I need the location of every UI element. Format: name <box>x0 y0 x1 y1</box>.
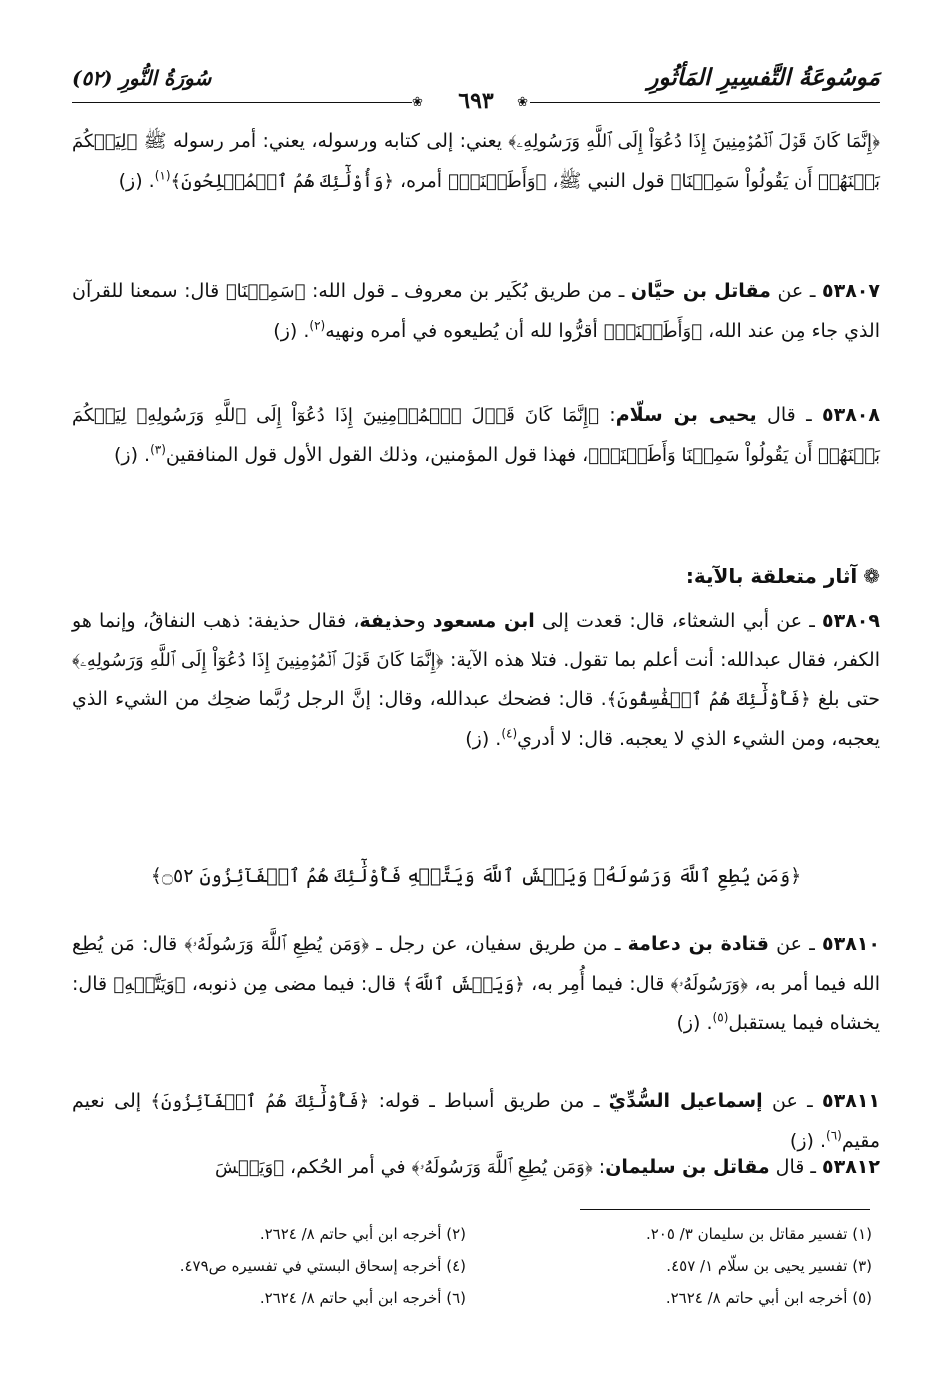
section-heading-text: آثار متعلقة بالآية: <box>685 564 858 588</box>
text: حتى بلغ <box>810 688 880 710</box>
narration-number: ٥٣٨١١ <box>822 1090 881 1112</box>
flower-icon: ❁ <box>863 564 880 588</box>
footnote-ref[interactable]: (١) <box>154 168 171 183</box>
footnote-item: (٤) أخرجه إسحاق البستي في تفسيره ص٤٧٩. <box>179 1257 466 1275</box>
text: ـ عن أبي الشعثاء، قال: قعدت إلى <box>534 610 823 632</box>
text: ـ من طريق بُكَير بن معروف ـ قول الله: <box>305 280 631 302</box>
narrator-name: يحيى بن سلّام <box>615 404 757 426</box>
header-rule-left <box>72 102 412 103</box>
text: . قال: فضحك عبدالله، وقال: إنَّ الرجل رُبَّما ضحِك من الشيء الذي يعجبه، ومن الشيء الذي لا يعجبه. قال: لا أدري <box>72 688 880 750</box>
footnotes <box>100 1218 872 1314</box>
quran-quote: ﴿إِنَّمَا كَانَ قَوۡلَ ٱلۡمُؤۡمِنِينَ إِذَا دُعُوٓاْ إِلَى ٱللَّهِ وَرَسُولِهِۦ﴾ <box>508 131 881 152</box>
text: . (ز) <box>273 319 310 342</box>
text: قال: سمعنا للقرآن الذي جاء مِن عند الله، <box>72 280 880 342</box>
surah-title: سُورَةُ النُّورِ (٥٢) <box>72 66 212 90</box>
paragraph-intro <box>72 122 880 201</box>
narration-53807 <box>72 272 880 351</box>
quran-quote: ﴿وَيَتَّقۡهِ﴾ <box>113 973 186 995</box>
footnote-ref[interactable]: (٦) <box>826 1128 842 1143</box>
text: : <box>592 1156 606 1178</box>
narrator-name: مقاتل بن سليمان <box>605 1156 770 1178</box>
quran-quote: ﴿لِيَحۡكُمَ بَيۡنَهُمۡ أَن يَقُولُواْ سَمِعۡنَا﴾ <box>72 131 880 192</box>
footnote-ref[interactable]: (٤) <box>501 726 518 741</box>
footnote-item: (١) تفسير مقاتل بن سليمان ٣/ ٢٠٥. <box>645 1225 872 1243</box>
quran-quote: ﴿سَمِعۡنَا﴾ <box>225 281 306 302</box>
quran-quote: ﴿إِنَّمَا كَانَ قَوۡلَ ٱلۡمُؤۡمِنِينَ إِذَا دُعُوٓاْ إِلَى ٱللَّهِ وَرَسُولِهِۦ﴾ <box>72 649 444 671</box>
quran-quote: ﴿وَمَن يُطِعِ ٱللَّهَ وَرَسُولَهُۥ﴾ <box>411 1157 593 1178</box>
narrator-name: حذيفة <box>359 610 417 632</box>
footnote-item: (٣) تفسير يحيى بن سلّام ١/ ٤٥٧. <box>666 1257 872 1275</box>
ornament-icon: ❀ <box>412 95 423 110</box>
narration-53810 <box>72 925 880 1043</box>
text: : <box>598 404 616 426</box>
narration-53809 <box>72 602 880 758</box>
narration-53808 <box>72 396 880 475</box>
text: قال: يخشاه فيما يستقبل <box>72 972 880 1034</box>
text: ـ قال <box>756 404 823 426</box>
narration-number: ٥٣٨٠٩ <box>822 610 880 632</box>
quran-quote: ﴿فَأُوْلَٰٓئِكَ هُمُ ٱلۡفَٰسِقُونَ﴾ <box>606 689 811 710</box>
text: ، فقال حذيفة: ذهب النفاقُ، وإنما هو الكفر، فقال عبدالله: أنت أعلم بما تقول. فتلا هذه الآية: <box>72 610 881 671</box>
footnote-ref[interactable]: (٢) <box>309 318 326 333</box>
quran-quote: ﴿وَيَخۡشَ <box>214 1157 285 1178</box>
section-heading <box>72 556 880 596</box>
quran-verse: ﴿وَمَن يُطِعِ ٱللَّهَ وَرَسُولَهُۥ وَيَخۡشَ ٱللَّهَ وَيَتَّقۡهِ فَأُوْلَٰٓئِكَ هُمُ ٱلۡفَآئِزُونَ ۝٥٢﴾ <box>150 865 802 887</box>
quran-quote: ﴿فَأُوْلَٰٓئِكَ هُمُ ٱلۡفَآئِزُونَ﴾ <box>150 1091 370 1112</box>
text: ـ عن <box>770 280 822 302</box>
text: يعني: إلى كتابه ورسوله، يعني: أمر رسوله ﷺ <box>137 130 509 152</box>
quran-quote: ﴿وَمَن يُطِعِ ٱللَّهَ وَرَسُولَهُۥ﴾ <box>184 934 370 955</box>
text: . (ز) <box>118 169 155 192</box>
narration-53812 <box>72 1148 880 1188</box>
text: . (ز) <box>676 1012 713 1034</box>
page-header <box>72 60 880 114</box>
text: ـ عن <box>768 933 823 955</box>
footnote-ref[interactable]: (٥) <box>712 1010 729 1025</box>
narrator-name: قتادة بن دعامة <box>627 933 769 955</box>
text: ـ قال <box>769 1156 823 1178</box>
text: و <box>416 610 433 632</box>
narrator-name: إسماعيل السُّدِّيّ <box>608 1090 763 1112</box>
quran-quote: ﴿وَأَطَعۡنَاۚ﴾ <box>448 170 547 192</box>
footnote-ref[interactable]: (٣) <box>150 442 166 457</box>
text: ـ من طريق سفيان، عن رجل ـ <box>369 933 628 955</box>
narration-number: ٥٣٨٠٨ <box>822 404 880 426</box>
quran-quote: ﴿وَيَخۡشَ ٱللَّهَ﴾ <box>402 973 525 995</box>
book-title: مَوسُوعَةُ التَّفسِيرِ المَأثُورِ <box>647 64 880 91</box>
quran-quote: ﴿وَرَسُولَهُۥ﴾ <box>670 973 749 995</box>
narrator-name: ابن مسعود <box>432 610 535 632</box>
footnote-item: (٢) أخرجه ابن أبي حاتم ٨/ ٢٦٢٤. <box>259 1225 466 1243</box>
quran-quote: ﴿إِنَّمَا كَانَ قَوۡلَ ٱلۡمُؤۡمِنِينَ إِذَا دُعُوٓاْ إِلَى ٱللَّهِ وَرَسُولِهِۦ لِيَحۡكُمَ بَيۡنَهُمۡ أَن يَقُولُواْ سَمِعۡنَا وَأَطَعۡنَاۚ﴾ <box>72 405 880 466</box>
text: قال: مَن يُطِع الله فيما أمر به، <box>72 933 880 995</box>
text: إلى نعيم مقيم <box>72 1090 880 1152</box>
text: ـ عن <box>762 1090 823 1112</box>
narrator-name: مقاتل بن حيَّان <box>630 280 771 302</box>
footnote-item: (٦) أخرجه ابن أبي حاتم ٨/ ٢٦٢٤. <box>259 1289 466 1307</box>
narration-number: ٥٣٨١٠ <box>822 933 880 955</box>
footnote-separator <box>580 1209 870 1210</box>
text: . (ز) <box>465 727 502 750</box>
narration-number: ٥٣٨٠٧ <box>822 280 880 302</box>
text: . (ز) <box>114 443 151 466</box>
text: أمره، <box>393 169 449 192</box>
text: قال: فيما أُمِر به، <box>524 972 671 995</box>
page-number: ٦٩٣ <box>458 88 494 114</box>
text: قول النبي ﷺ، <box>546 169 671 192</box>
footnote-item: (٥) أخرجه ابن أبي حاتم ٨/ ٢٦٢٤. <box>665 1289 872 1307</box>
header-rule-right <box>530 102 880 103</box>
text: ـ من طريق أسباط ـ قوله: <box>369 1090 609 1112</box>
text: في أمر الحُكم، <box>284 1156 412 1178</box>
ornament-icon: ❀ <box>517 95 528 110</box>
quran-quote: ﴿وَأَطَعۡنَاۚ﴾ <box>603 320 703 342</box>
narration-number: ٥٣٨١٢ <box>822 1156 880 1178</box>
text: قال: فيما مضى مِن ذنوبه، <box>185 972 403 995</box>
text: ، فهذا قول المؤمنين، وذلك القول الأول قول المنافقين <box>165 443 589 466</box>
text: . (ز) <box>789 1129 826 1152</box>
quran-quote: ﴿وَأُوْلَٰٓئِكَ هُمُ ٱلۡمُفۡلِحُونَ﴾ <box>170 170 394 192</box>
text: أقرُّوا لله أن يُطيعوه في أمره ونهيه <box>325 319 604 342</box>
